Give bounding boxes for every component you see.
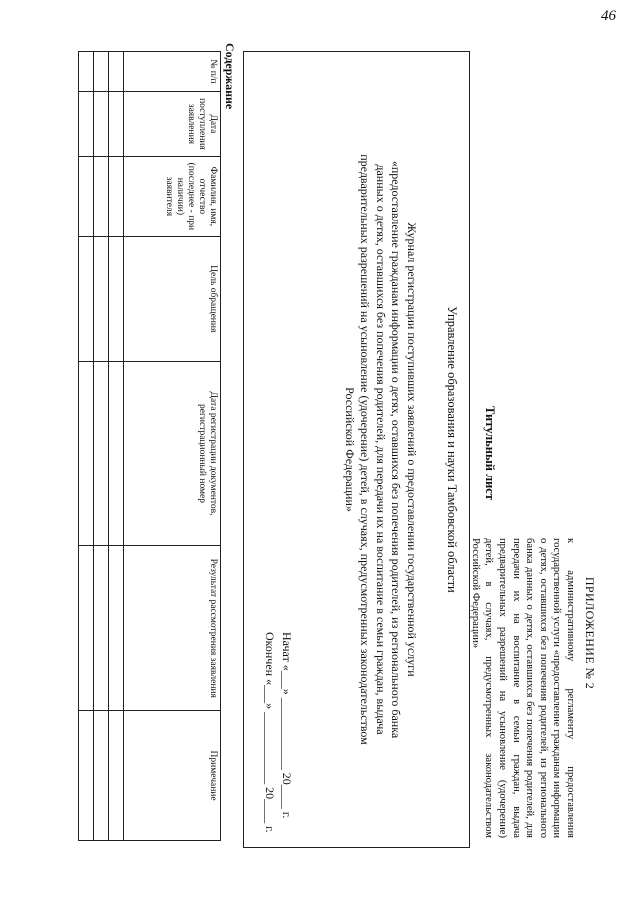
column-header: № п/п bbox=[124, 51, 221, 91]
table-row bbox=[109, 51, 124, 840]
page-number: 46 bbox=[601, 8, 616, 24]
journal-dates bbox=[261, 632, 295, 833]
table-header-row bbox=[124, 51, 221, 840]
title-page-heading: Титульный лист bbox=[483, 405, 497, 500]
journal-line: Российской Федерации» bbox=[343, 386, 357, 512]
column-header: Результат рассмотрения заявления bbox=[124, 545, 221, 710]
journal-title bbox=[342, 72, 420, 827]
journal-line: «предоставление гражданам информации о детях, оставшихся без попечения родителей, из регионального банка bbox=[389, 160, 404, 738]
column-header: Фамилия, имя, отчество (последнее - при наличии) заявителя bbox=[124, 156, 221, 236]
journal-line: Журнал регистрации поступивших заявлений о предоставлении государственной услуги bbox=[405, 221, 419, 677]
appendix-text: к административному регламенту предоставления государственной услуги «предоставление гражданам информации о детях, оставшихся без попечения родителей, из регионального банка данных о детях, оставшихся без попечения родителей, для передачи их на воспитание в семьи граждан, выдача предварительных разрешений на усыновление (удочерение) детей, в случаях, предусмотренных законодательством Российской Федерации» bbox=[469, 537, 576, 838]
journal-line: предварительных разрешений на усыновление (удочерение) детей, в случаях, предусмотренных законодательством bbox=[358, 153, 373, 745]
contents-label: Содержание bbox=[223, 42, 237, 109]
rotated-document bbox=[25, 43, 615, 863]
started-date: Начат «___» ____________ 20____ г. bbox=[280, 631, 294, 818]
department-name: Управление образования и науки Тамбовской области bbox=[445, 305, 459, 593]
column-header: Дата регистрации документов, регистрационный номер bbox=[124, 361, 221, 546]
journal-line: данных о детях, оставшихся без попечения родителей, для передачи их на воспитание в семьи граждан, выдача bbox=[374, 163, 388, 735]
title-page-frame bbox=[243, 51, 470, 848]
column-header: Цель обращения bbox=[124, 236, 221, 361]
table-row bbox=[79, 51, 94, 840]
appendix-title: ПРИЛОЖЕНИЕ № 2 bbox=[583, 576, 597, 689]
table-row bbox=[94, 51, 109, 840]
column-header: Дата поступления заявления bbox=[124, 91, 221, 156]
contents-table bbox=[78, 51, 221, 841]
finished-date: Окончен «___» ____________ 20____ г. bbox=[263, 631, 277, 833]
column-header: Примечание bbox=[124, 710, 221, 840]
